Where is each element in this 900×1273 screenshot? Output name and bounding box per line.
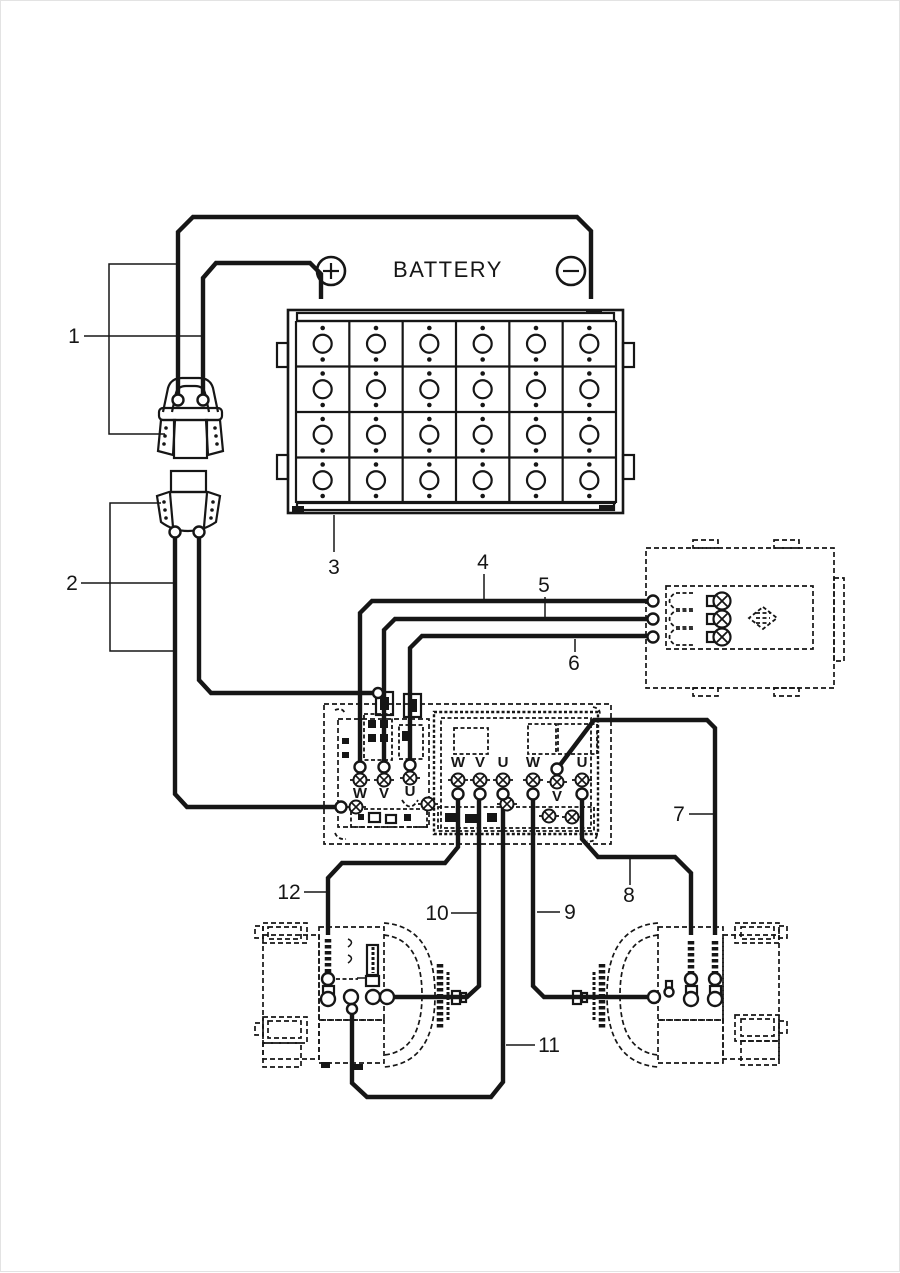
receptacle-terminal-row — [648, 593, 731, 610]
callout-9: 9 — [564, 901, 576, 924]
terminal-label-u: U — [576, 754, 588, 771]
connector2-left-terminal — [170, 527, 181, 538]
controller-feed-terminal — [373, 688, 383, 698]
left-motor — [255, 923, 466, 1070]
receptacle-terminal-row — [648, 629, 731, 646]
connector-1 — [158, 378, 223, 458]
terminal-label-u: U — [497, 754, 509, 771]
callout-1: 1 — [68, 325, 80, 348]
callout-4: 4 — [477, 551, 489, 574]
terminal-label-v: V — [474, 754, 486, 771]
tick-mark — [348, 955, 352, 963]
callout-10: 10 — [425, 902, 449, 925]
callout-2: 2 — [66, 572, 78, 595]
controller-assembly — [324, 688, 611, 844]
callout-11: 11 — [538, 1034, 560, 1057]
controller-right-unit — [418, 712, 598, 834]
battery-cell-block — [277, 309, 634, 513]
callout-6: 6 — [568, 652, 580, 675]
motor-terminal-10 — [380, 990, 394, 1004]
battery-cell-grid — [296, 321, 616, 503]
motor-terminal-11 — [347, 1004, 357, 1014]
keyway-icon — [749, 607, 777, 629]
terminal-label-v: V — [551, 788, 563, 805]
terminal-label-v: V — [378, 785, 390, 802]
motor-terminal-9 — [648, 991, 660, 1003]
terminal-label-w: W — [525, 754, 541, 771]
callout-8: 8 — [623, 884, 635, 907]
connector2-right-cable — [199, 532, 373, 693]
tick-mark — [348, 939, 352, 947]
battery-title: BATTERY — [393, 257, 503, 282]
terminal-label-w: W — [450, 754, 466, 771]
battery-plus-cable — [203, 263, 321, 398]
callout-5: 5 — [538, 574, 550, 597]
wire-6 — [410, 636, 648, 765]
right-motor — [573, 923, 787, 1067]
callout-12: 12 — [277, 881, 301, 904]
callout-7: 7 — [673, 803, 685, 826]
wire-5 — [384, 619, 648, 767]
connector2-right-terminal — [194, 527, 205, 538]
battery-header — [317, 257, 585, 285]
terminal-label-w: W — [352, 785, 368, 802]
connector1-right-terminal — [198, 395, 209, 406]
wiring-diagram — [1, 1, 900, 1273]
connector1-left-terminal — [173, 395, 184, 406]
callout-3: 3 — [328, 556, 340, 579]
battery-minus-cable — [178, 217, 591, 398]
wire-4 — [360, 601, 648, 767]
receptacle-box — [646, 540, 844, 696]
connector-2 — [157, 471, 220, 538]
controller-left-feed-terminal — [336, 802, 347, 813]
receptacle-terminal-row — [648, 611, 731, 628]
terminal-label-u: U — [404, 783, 416, 800]
wire-10 — [393, 794, 479, 997]
